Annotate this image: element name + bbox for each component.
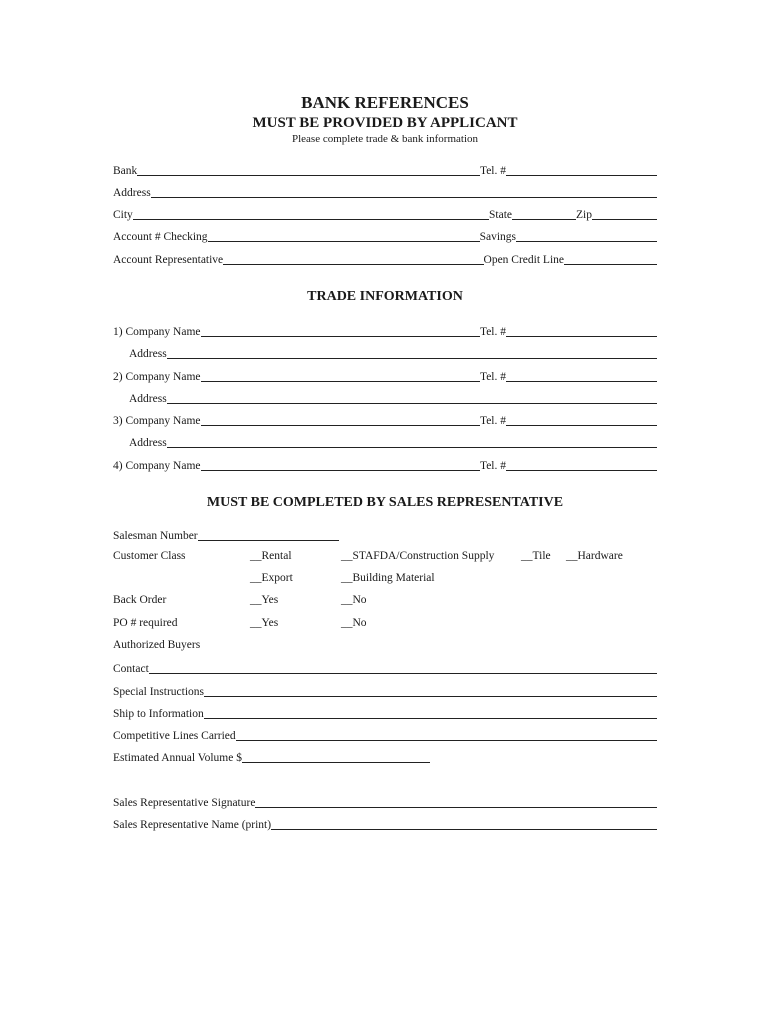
option-hardware[interactable]: __Hardware xyxy=(566,550,623,562)
signature-label: Sales Representative Signature xyxy=(113,797,256,809)
zip-label: Zip xyxy=(576,209,592,221)
company-1-tel-field[interactable] xyxy=(506,326,657,337)
company-4-field[interactable] xyxy=(201,460,480,471)
state-label: State xyxy=(489,209,513,221)
bank-address-label: Address xyxy=(113,187,151,199)
account-rep-label: Account Representative xyxy=(113,254,224,266)
salesman-number-field[interactable] xyxy=(198,530,339,541)
bank-label: Bank xyxy=(113,165,138,177)
rep-name-field[interactable] xyxy=(271,819,657,830)
contact-label: Contact xyxy=(113,663,149,675)
special-instructions-label: Special Instructions xyxy=(113,686,205,698)
annual-volume-row xyxy=(113,750,430,764)
back-order-yes[interactable]: __Yes xyxy=(250,594,279,606)
rep-name-label: Sales Representative Name (print) xyxy=(113,819,272,831)
company-4-label: 4) Company Name xyxy=(113,460,201,472)
city-field[interactable] xyxy=(133,209,489,220)
competitive-lines-field[interactable] xyxy=(236,730,657,741)
company-2-address-label: Address xyxy=(129,393,167,405)
company-3-address-field[interactable] xyxy=(167,437,657,448)
company-1-address-label: Address xyxy=(129,348,167,360)
company-2-row xyxy=(113,369,657,383)
checking-field[interactable] xyxy=(208,231,480,242)
form-title: BANK REFERENCES xyxy=(301,93,469,112)
back-order-label: Back Order xyxy=(113,594,167,606)
rep-name-row xyxy=(113,817,657,831)
bank-city-row xyxy=(113,207,657,221)
special-instructions-row xyxy=(113,684,657,698)
po-required-no[interactable]: __No xyxy=(341,617,367,629)
signature-field[interactable] xyxy=(255,797,657,808)
contact-field[interactable] xyxy=(149,663,657,674)
company-2-tel-field[interactable] xyxy=(506,371,657,382)
company-1-tel-label: Tel. # xyxy=(479,326,506,338)
company-4-tel-label: Tel. # xyxy=(479,460,506,472)
company-1-row xyxy=(113,324,657,338)
company-3-address-label: Address xyxy=(129,437,167,449)
zip-field[interactable] xyxy=(592,209,657,220)
company-1-field[interactable] xyxy=(201,326,480,337)
company-2-label: 2) Company Name xyxy=(113,371,201,383)
option-building-material[interactable]: __Building Material xyxy=(341,572,435,584)
back-order-no[interactable]: __No xyxy=(341,594,367,606)
option-tile[interactable]: __Tile xyxy=(521,550,551,562)
bank-tel-label: Tel. # xyxy=(479,165,506,177)
company-2-tel-label: Tel. # xyxy=(479,371,506,383)
form-subtitle: MUST BE PROVIDED BY APPLICANT xyxy=(252,115,518,131)
company-3-field[interactable] xyxy=(201,415,480,426)
company-1-address-row xyxy=(129,346,657,360)
bank-rep-row xyxy=(113,252,657,266)
company-4-row xyxy=(113,458,657,472)
company-2-address-field[interactable] xyxy=(167,393,657,404)
po-required-label: PO # required xyxy=(113,617,178,629)
form-instruction: Please complete trade & bank information xyxy=(291,133,479,145)
ship-to-label: Ship to Information xyxy=(113,708,204,720)
company-3-tel-field[interactable] xyxy=(506,415,657,426)
salesman-row xyxy=(113,528,339,542)
annual-volume-field[interactable] xyxy=(242,752,430,763)
company-1-label: 1) Company Name xyxy=(113,326,201,338)
ship-to-row xyxy=(113,706,657,720)
company-3-row xyxy=(113,413,657,427)
company-3-tel-label: Tel. # xyxy=(479,415,506,427)
savings-label: Savings xyxy=(479,231,516,243)
company-2-address-row xyxy=(129,391,657,405)
bank-field[interactable] xyxy=(137,165,480,176)
signature-row xyxy=(113,795,657,809)
checking-label: Account # Checking xyxy=(113,231,208,243)
po-required-yes[interactable]: __Yes xyxy=(250,617,279,629)
contact-row xyxy=(113,661,657,675)
company-1-address-field[interactable] xyxy=(167,348,657,359)
ship-to-field[interactable] xyxy=(204,708,657,719)
savings-field[interactable] xyxy=(516,231,657,242)
company-2-field[interactable] xyxy=(201,371,480,382)
state-field[interactable] xyxy=(512,209,576,220)
bank-row xyxy=(113,163,657,177)
bank-tel-field[interactable] xyxy=(506,165,657,176)
annual-volume-label: Estimated Annual Volume $ xyxy=(113,752,242,764)
option-rental[interactable]: __Rental xyxy=(250,550,292,562)
option-export[interactable]: __Export xyxy=(250,572,293,584)
salesman-number-label: Salesman Number xyxy=(113,530,198,542)
sales-heading: MUST BE COMPLETED BY SALES REPRESENTATIVE xyxy=(206,495,564,510)
company-3-label: 3) Company Name xyxy=(113,415,201,427)
bank-address-field[interactable] xyxy=(151,187,657,198)
credit-line-label: Open Credit Line xyxy=(483,254,564,266)
special-instructions-field[interactable] xyxy=(204,686,657,697)
bank-account-row xyxy=(113,229,657,243)
option-stafda[interactable]: __STAFDA/Construction Supply xyxy=(341,550,495,562)
competitive-lines-row xyxy=(113,728,657,742)
bank-address-row xyxy=(113,185,657,199)
authorized-buyers-label: Authorized Buyers xyxy=(113,639,201,651)
customer-class-label: Customer Class xyxy=(113,550,186,562)
company-4-tel-field[interactable] xyxy=(506,460,657,471)
trade-heading: TRADE INFORMATION xyxy=(307,289,463,304)
account-rep-field[interactable] xyxy=(223,254,483,265)
competitive-lines-label: Competitive Lines Carried xyxy=(113,730,236,742)
credit-line-field[interactable] xyxy=(564,254,657,265)
company-3-address-row xyxy=(129,435,657,449)
city-label: City xyxy=(113,209,133,221)
